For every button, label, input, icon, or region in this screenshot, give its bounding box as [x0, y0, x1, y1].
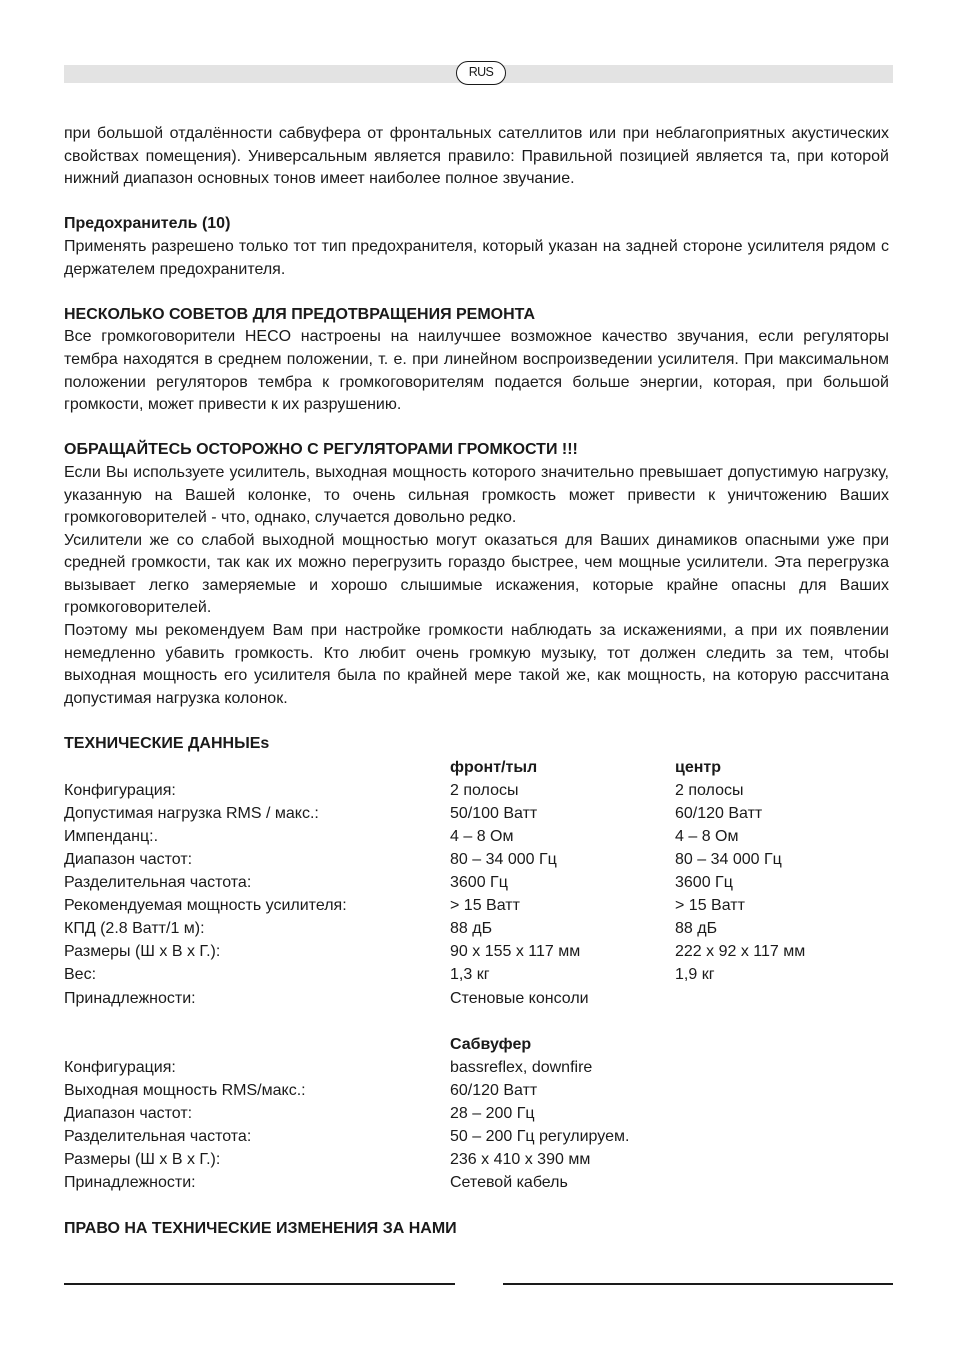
- intro-paragraph: при большой отдалённости сабвуфера от фронтальных сателлитов или при неблагоприятных акустических свойствах помещения). Универсальным является правило: Правильной позицией является та, при которой нижний диапазон основных тонов имеет наиболее полное звучание.: [64, 125, 889, 188]
- spec-front: 1,3 кг: [450, 966, 490, 984]
- sub-spec-value: 60/120 Ватт: [450, 1081, 538, 1099]
- sub-spec-label: Выходная мощность RMS/макс.:: [64, 1081, 306, 1099]
- spec-label: Импенданц:.: [64, 827, 159, 845]
- spec-front: 4 – 8 Ом: [450, 827, 514, 845]
- spec-front: 3600 Гц: [450, 874, 508, 892]
- table-row: [64, 987, 889, 1010]
- spec-label: Принадлежности:: [64, 989, 196, 1007]
- tech-heading: ТЕХНИЧЕСКИЕ ДАННЫЕs: [64, 735, 270, 753]
- sub-spec-value: Сетевой кабель: [450, 1174, 568, 1192]
- spec-label: Конфигурация:: [64, 781, 176, 799]
- spec-label: Допустимая нагрузка RMS / макс.:: [64, 804, 319, 822]
- subwoofer-header-row: [64, 1033, 889, 1056]
- spec-label: Разделительная частота:: [64, 874, 252, 892]
- sub-spec-value: bassreflex, downfire: [450, 1058, 593, 1076]
- table-row: [64, 940, 889, 963]
- sub-spec-value: 28 – 200 Гц: [450, 1105, 535, 1123]
- sub-spec-label: Диапазон частот:: [64, 1105, 193, 1123]
- spec-center: 2 полосы: [675, 781, 744, 799]
- spec-center: [675, 987, 889, 1010]
- sub-spec-value: 50 – 200 Гц регулируем.: [450, 1128, 630, 1146]
- sub-spec-value: 236 x 410 x 390 мм: [450, 1151, 591, 1169]
- spec-front: 88 дБ: [450, 920, 493, 938]
- table-row: [64, 848, 889, 871]
- volume-paragraph-1: Если Вы используете усилитель, выходная мощность которого значительно превышает допустимую нагрузку, указанную на Вашей колонке, то очень сильная громкость может привести к уничтожению Ваших громкоговорителей - что, однако, случается довольно редко.: [64, 463, 889, 527]
- table-row: [64, 1079, 889, 1102]
- table-row: [64, 802, 889, 825]
- spec-front: 90 x 155 x 117 мм: [450, 943, 581, 961]
- spec-label: Вес:: [64, 966, 97, 984]
- table-row: [64, 1125, 889, 1148]
- footer-divider-left: [64, 1283, 455, 1285]
- language-badge: RUS: [456, 61, 506, 85]
- table-row: [64, 1102, 889, 1125]
- spec-center: 1,9 кг: [675, 966, 715, 984]
- spec-front: 80 – 34 000 Гц: [450, 851, 557, 868]
- sub-spec-label: Разделительная частота:: [64, 1128, 252, 1146]
- spec-center: 3600 Гц: [675, 874, 733, 892]
- footer-divider-right: [503, 1283, 893, 1285]
- spec-center: 88 дБ: [675, 920, 718, 938]
- table-row: [64, 871, 889, 894]
- spec-label: Размеры (Ш x В x Г.):: [64, 943, 221, 961]
- spec-front: Стеновые консоли: [450, 989, 589, 1007]
- page-content: [64, 123, 889, 1241]
- spec-label: Диапазон частот:: [64, 851, 193, 868]
- sub-spec-label: Принадлежности:: [64, 1174, 196, 1192]
- volume-paragraph-2: Усилители же со слабой выходной мощностью могут оказаться для Ваших динамиков опасными уже при средней громкости, так как их можно перегрузить гораздо быстрее, чем мощные усилители. Эта перегрузка вызывает легко замеряемые и хорошо слышимые искажения, которые крайне опасны для Ваших громкоговорителей.: [64, 531, 889, 617]
- col-front-header: фронт/тыл: [450, 758, 538, 776]
- specs-table: [64, 756, 889, 1195]
- table-row: [64, 825, 889, 848]
- spec-front: > 15 Ватт: [450, 897, 520, 915]
- spec-center: 222 x 92 x 117 мм: [675, 943, 806, 961]
- spec-label: Рекомендуемая мощность усилителя:: [64, 897, 347, 915]
- tips-heading: НЕСКОЛЬКО СОВЕТОВ ДЛЯ ПРЕДОТВРАЩЕНИЯ РЕМОНТА: [64, 305, 535, 323]
- table-row: [64, 963, 889, 986]
- rights-notice: ПРАВО НА ТЕХНИЧЕСКИЕ ИЗМЕНЕНИЯ ЗА НАМИ: [64, 1220, 457, 1238]
- specs-header-row: [64, 756, 889, 779]
- table-row: [64, 1171, 889, 1194]
- table-row: [64, 894, 889, 917]
- volume-paragraph-3: Поэтому мы рекомендуем Вам при настройке громкости наблюдать за искажениями, а при их появлении немедленно убавить громкость. Кто любит очень громкую музыку, тот должен следить за тем, чтобы выходная мощность его усилителя была по крайней мере такой же, как мощность, на которую рассчитана допустимая нагрузка колонок.: [64, 622, 889, 707]
- table-row: [64, 917, 889, 940]
- spec-center: 80 – 34 000 Гц: [675, 851, 782, 868]
- subwoofer-heading: Сабвуфер: [450, 1035, 532, 1053]
- sub-spec-label: Размеры (Ш x В x Г.):: [64, 1151, 221, 1169]
- table-row: [64, 1148, 889, 1171]
- tips-paragraph: Все громкоговорители HECO настроены на наилучшее возможное качество звучания, если регуляторы тембра находятся в среднем положении, т. е. при линейном воспроизведении усилителя. При максимальном положении регуляторов тембра к громкоговорителям подается больше энергии, которая, при большой громкости, может привести к их разрушению.: [64, 328, 889, 414]
- table-row: [64, 779, 889, 802]
- spec-center: 60/120 Ватт: [675, 804, 763, 822]
- col-center-header: центр: [675, 758, 722, 776]
- table-row: [64, 1056, 889, 1079]
- volume-heading: ОБРАЩАЙТЕСЬ ОСТОРОЖНО С РЕГУЛЯТОРАМИ ГРОМКОСТИ !!!: [64, 441, 578, 459]
- sub-spec-label: Конфигурация:: [64, 1058, 176, 1076]
- fuse-heading: Предохранитель (10): [64, 215, 231, 233]
- spec-front: 50/100 Ватт: [450, 804, 538, 822]
- spec-center: > 15 Ватт: [675, 897, 745, 915]
- fuse-paragraph: Применять разрешено только тот тип предохранителя, который указан на задней стороне усилителя рядом с держателем предохранителя.: [64, 237, 889, 278]
- spec-label: КПД (2.8 Ватт/1 м):: [64, 920, 205, 938]
- spec-center: 4 – 8 Ом: [675, 827, 739, 845]
- spec-front: 2 полосы: [450, 781, 519, 799]
